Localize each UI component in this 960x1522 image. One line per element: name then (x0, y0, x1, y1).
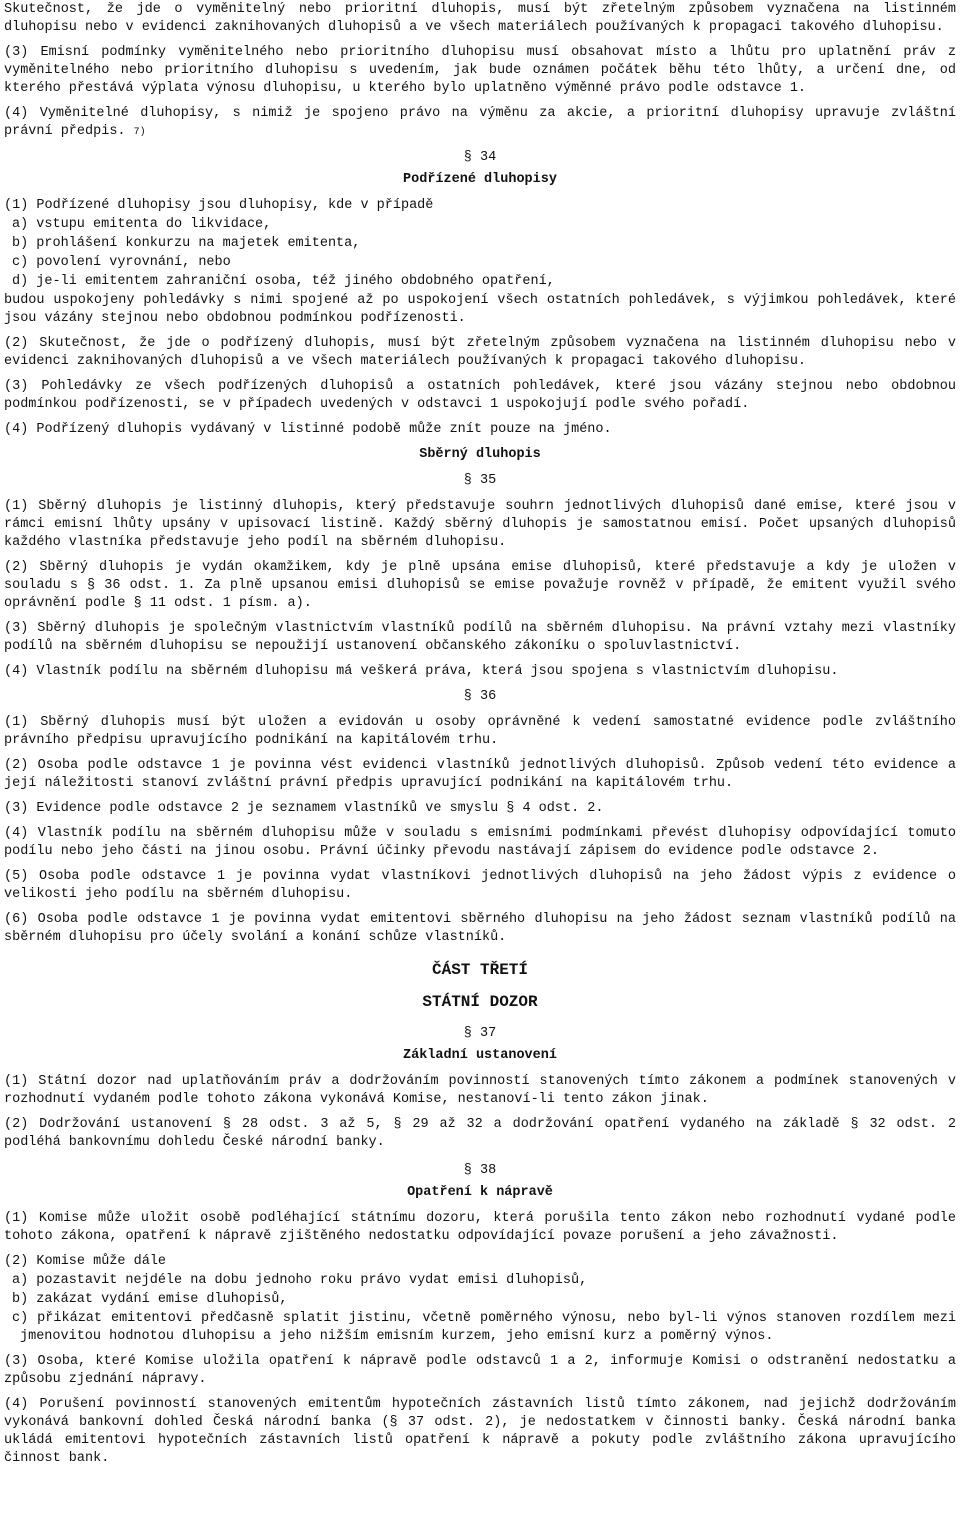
paragraph-34-3: (3) Pohledávky ze všech podřízených dluhopisů a ostatních pohledávek, které jsou vázány stejnou nebo obdobnou podmínkou podřízenosti, se v případech uvedených v odstavci 1 uspokojují podle svého pořadí. (4, 379, 956, 412)
section-37-heading: Základní ustanovení (403, 1048, 557, 1063)
paragraph-37-2: (2) Dodržování ustanovení § 28 odst. 3 až 5, § 29 až 32 a dodržování opatření vydaného na základě § 32 odst. 2 podléhá bankovnímu dohledu České národní banky. (4, 1117, 956, 1150)
paragraph-33-3: (3) Emisní podmínky vyměnitelného nebo prioritního dluhopisu musí obsahovat místo a lhůtu pro uplatnění práv z vyměnitelného nebo prioritního dluhopisu s uvedením, jak bude oznámen počátek běhu této lhůty, a určení dne, od kterého přestává výplata výnosu dluhopisu, u kterého bylo uplatněno výměnné právo podle odstavce 1. (4, 45, 956, 96)
paragraph-36-4: (4) Vlastník podílu na sběrném dluhopisu může v souladu s emisními podmínkami převést dluhopisy odpovídající tomuto podílu nebo jeho části na jinou osobu. Právní účinky převodu nastávají zápisem do evidence podle odstavce 2. (4, 826, 956, 859)
paragraph-35-1: (1) Sběrný dluhopis je listinný dluhopis, který představuje souhrn jednotlivých dluhopisů dané emise, které jsou v rámci emisní lhůty upsány v upisovací listině. Každý sběrný dluhopis je samostatnou emisí. Počet upsaných dluhopisů každého vlastníka představuje jeho podíl na sběrném dluhopisu. (4, 499, 956, 550)
paragraph-33-4 (4, 105, 956, 142)
paragraph-33-4-text: (4) Vyměnitelné dluhopisy, s nimiž je spojeno právo na výměnu za akcie, a prioritní dluhopisy upravuje zvláštní právní předpis. (4, 106, 956, 139)
paragraph-35-3: (3) Sběrný dluhopis je společným vlastnictvím vlastníků podílů na sběrném dluhopisu. Na právní vztahy mezi vlastníky podílů na sběrném dluhopisu se nepoužijí ustanovení občanského zákoníku o spoluvlastnictví. (4, 621, 956, 654)
paragraph-36-6: (6) Osoba podle odstavce 1 je povinna vydat emitentovi sběrného dluhopisu na jeho žádost seznam vlastníků podílů na sběrném dluhopisu pro účely svolání a konání schůze vlastníků. (4, 912, 956, 945)
section-35-heading: Sběrný dluhopis (419, 447, 541, 462)
paragraph-36-2: (2) Osoba podle odstavce 1 je povinna vést evidenci vlastníků jednotlivých dluhopisů. Způsob vedení této evidence a její náležitosti stanoví zvláštní právní předpis upravující podnikání na kapitálovém trhu. (4, 758, 956, 791)
part-subtitle: STÁTNÍ DOZOR (422, 993, 538, 1011)
list-item-34-1c: c) povolení vyrovnání, nebo (12, 255, 231, 270)
list-item-38-2b: b) zakázat vydání emise dluhopisů, (12, 1292, 288, 1307)
section-38-number: § 38 (463, 1163, 497, 1178)
list-item-34-1b: b) prohlášení konkurzu na majetek emitenta, (12, 236, 361, 251)
paragraph-34-2: (2) Skutečnost, že jde o podřízený dluhopis, musí být zřetelným způsobem vyznačena na listinném dluhopisu nebo v evidenci zaknihovaných dluhopisů a ve všech materiálech používaných k propagaci takového dluhopisu. (4, 336, 956, 369)
paragraph-38-4: (4) Porušení povinností stanovených emitentům hypotečních zástavních listů tímto zákonem, nad jejichž dodržováním vykonává bankovní dohled Česká národní banka (§ 37 odst. 2), je nedostatkem v činnosti banky. Česká národní banka ukládá emitentovi hypotečních zástavních listů opatření k nápravě a pokuty podle zvláštního zákona upravujícího činnost bank. (4, 1397, 956, 1466)
paragraph-38-3: (3) Osoba, které Komise uložila opatření k nápravě podle odstavců 1 a 2, informuje Komisi o odstranění nedostatku a způsobu zjednání nápravy. (4, 1354, 956, 1387)
section-38-heading: Opatření k nápravě (407, 1185, 553, 1200)
list-item-38-2a: a) pozastavit nejdéle na dobu jednoho roku právo vydat emisi dluhopisů, (12, 1273, 588, 1288)
paragraph-35-4: (4) Vlastník podílu na sběrném dluhopisu má veškerá práva, která jsou spojena s vlastnictvím dluhopisu. (4, 664, 839, 679)
paragraph-36-3: (3) Evidence podle odstavce 2 je seznamem vlastníků ve smyslu § 4 odst. 2. (4, 801, 604, 816)
paragraph-38-2: (2) Komise může dále (4, 1254, 167, 1269)
section-35-number: § 35 (463, 473, 497, 488)
part-title: ČÁST TŘETÍ (431, 961, 528, 979)
paragraph-34-1: (1) Podřízené dluhopisy jsou dluhopisy, kde v případě (4, 198, 434, 213)
section-34-number: § 34 (463, 150, 497, 165)
list-item-34-1d: d) je-li emitentem zahraniční osoba, též jiného obdobného opatření, (12, 274, 555, 289)
paragraph-intro: Skutečnost, že jde o vyměnitelný nebo prioritní dluhopis, musí být zřetelným způsobem vyznačena na listinném dluhopisu nebo v evidenci zaknihovaných dluhopisů a ve všech materiálech používaných k propagaci takového dluhopisu. (4, 2, 956, 35)
footnote-reference: 7) (133, 127, 146, 138)
section-37-number: § 37 (463, 1026, 497, 1041)
paragraph-35-2: (2) Sběrný dluhopis je vydán okamžikem, kdy je plně upsána emise dluhopisů, které představuje a kdy je uložen v souladu s § 36 odst. 1. Za plně upsanou emisi dluhopisů se emise považuje rovněž v případě, že emitent využil svého oprávnění podle § 11 odst. 1 písm. a). (4, 560, 956, 611)
list-item-34-1a: a) vstupu emitenta do likvidace, (12, 217, 272, 232)
paragraph-38-1: (1) Komise může uložit osobě podléhající státnímu dozoru, která porušila tento zákon nebo rozhodnutí vydané podle tohoto zákona, opatření k nápravě zjištěného nedostatku odpovídající povaze porušení a jeho závažnosti. (4, 1211, 956, 1244)
paragraph-34-1-end: budou uspokojeny pohledávky s nimi spojené až po uspokojení všech ostatních pohledávek, s výjimkou pohledávek, které jsou vázány stejnou nebo obdobnou podmínkou podřízenosti. (4, 293, 956, 326)
paragraph-36-5: (5) Osoba podle odstavce 1 je povinna vydat vlastníkovi jednotlivých dluhopisů na jeho žádost výpis z evidence o velikosti jeho podílu na sběrném dluhopisu. (4, 869, 956, 902)
section-34-heading: Podřízené dluhopisy (403, 172, 557, 187)
section-36-number: § 36 (463, 689, 497, 704)
paragraph-37-1: (1) Státní dozor nad uplatňováním práv a dodržováním povinností stanovených tímto zákonem a podmínek stanovených v rozhodnutí vydaném podle tohoto zákona vykonává Komise, nestanoví-li tento zákon jinak. (4, 1074, 956, 1107)
list-item-38-2c: c) přikázat emitentovi předčasně splatit jistinu, včetně poměrného výnosu, nebo byl-li výnos stanoven rozdílem mezi jmenovitou hodnotou dluhopisu a jeho nižším emisním kurzem, jeho emisní kurz a poměrný výnos. (12, 1311, 956, 1344)
paragraph-34-4: (4) Podřízený dluhopis vydávaný v listinné podobě může znít pouze na jméno. (4, 422, 612, 437)
paragraph-36-1: (1) Sběrný dluhopis musí být uložen a evidován u osoby oprávněné k vedení samostatné evidence podle zvláštního právního předpisu upravujícího podnikání na kapitálovém trhu. (4, 715, 956, 748)
